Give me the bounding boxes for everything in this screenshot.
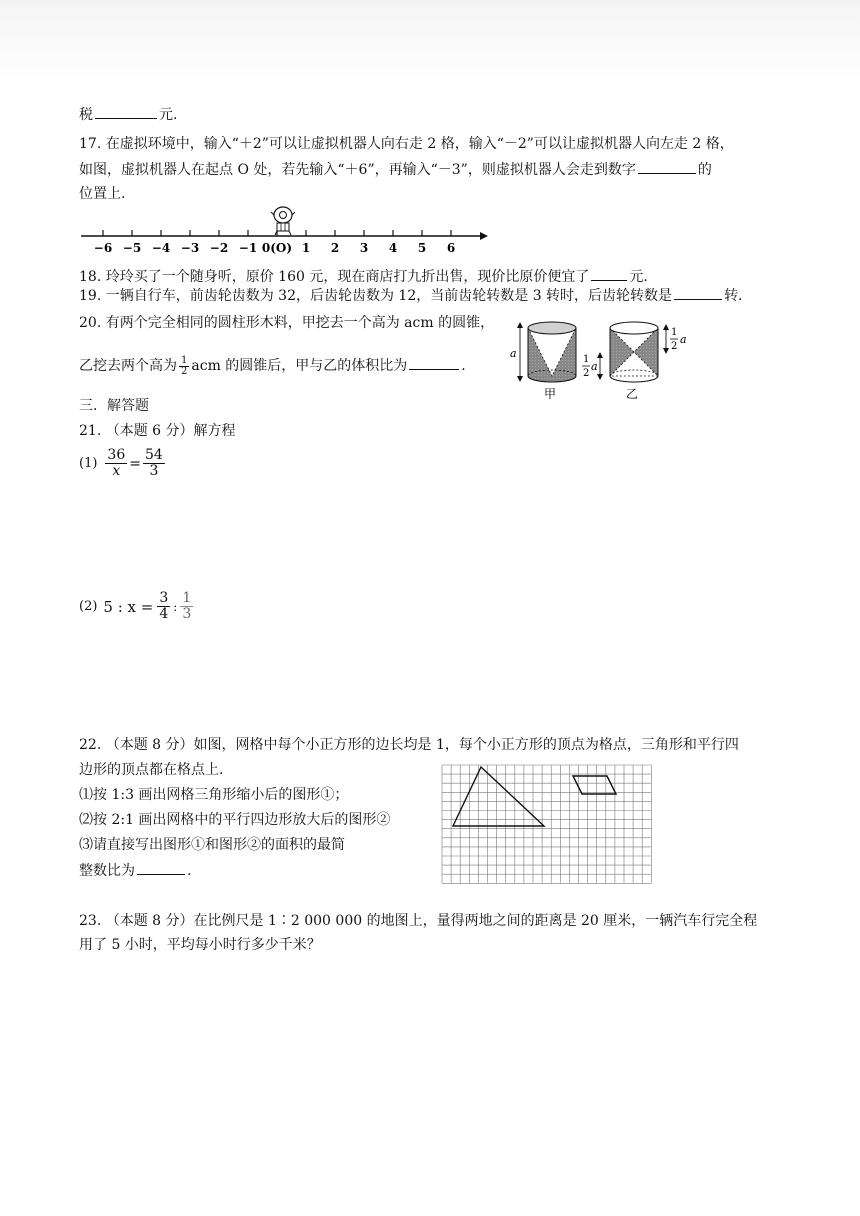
q21-p2-f2den: 3 — [182, 606, 192, 622]
section-3-title: 三．解答题 — [79, 398, 149, 414]
grid-parallelogram — [573, 776, 616, 794]
q17-line2-end: 的 — [697, 162, 712, 178]
q17-line3: 位置上. — [79, 186, 126, 202]
q21-part2 — [79, 591, 195, 622]
q22-line6 — [79, 860, 191, 881]
q20-line2 — [79, 354, 466, 378]
q17-line2 — [79, 159, 712, 180]
q18-text-after: 元. — [629, 269, 648, 285]
number-line-figure — [78, 206, 488, 258]
q21-p1-lnum: 36 — [107, 447, 126, 463]
q21-p1-rden: 3 — [149, 463, 159, 479]
grid-figure — [440, 762, 654, 888]
label-yi: 乙 — [626, 387, 639, 401]
q22-line3: ⑴按 1:3 画出网格三角形缩小后的图形①； — [79, 787, 349, 803]
q22-line1: 22. （本题 8 分）如图，网格中每个小正方形的边长均是 1，每个小正方形的顶点为格点，三角形和平行四 — [79, 737, 739, 753]
q20-text-a: 乙挖去两个高为 — [79, 358, 177, 374]
number-line-label: −1 — [238, 241, 258, 255]
number-line-label: −4 — [151, 241, 171, 255]
number-line-arrow-icon — [480, 232, 488, 240]
q17-line2-text: 如图，虚拟机器人在起点 O 处，若先输入“＋6”，再输入“－3”，则虚拟机器人会走到数字 — [79, 162, 636, 178]
q21-p2-left: 5 : x = — [103, 597, 154, 616]
q21-p1-right-fraction — [143, 448, 165, 479]
number-line-ticks — [94, 230, 455, 255]
number-line-label: 1 — [301, 241, 311, 255]
q21-p1-label: (1) — [79, 456, 98, 471]
q21-p1-equals: = — [129, 455, 141, 472]
q22-line5: ⑶请直接写出图形①和图形②的面积的最简 — [79, 837, 345, 853]
number-line-label: 0(O) — [261, 241, 293, 255]
q16-text-after: 元. — [159, 107, 178, 123]
q23-line1: 23. （本题 8 分）在比例尺是 1∶2 000 000 的地图上，量得两地之间的距离是 20 厘米，一辆汽车行完全程 — [79, 913, 758, 929]
q18-line — [79, 266, 648, 287]
label-a-top: a — [680, 333, 687, 346]
q21-p2-fraction2 — [180, 591, 193, 622]
q23-line2: 用了 5 小时，平均每小时行多少千米？ — [79, 937, 321, 953]
label-a-bottom: a — [591, 360, 598, 373]
q20-frac-den: 2 — [181, 365, 188, 377]
q20-fraction — [179, 356, 189, 377]
q22-blank — [137, 860, 185, 875]
q21-p1-left-fraction — [105, 448, 127, 479]
q21-p2-label: (2) — [79, 599, 98, 614]
label-jia: 甲 — [544, 387, 557, 401]
q21-p2-fraction1 — [157, 591, 170, 622]
cylinder-yi — [597, 322, 669, 382]
q21-title: 21. （本题 6 分）解方程 — [79, 423, 236, 439]
number-line-label: −5 — [122, 241, 142, 255]
q21-p2-f1den: 4 — [159, 606, 169, 622]
q20-frac-num: 1 — [181, 354, 188, 366]
number-line-label: −6 — [93, 241, 113, 255]
label-half-den-bottom: 2 — [583, 368, 590, 379]
q20-text-c: . — [461, 358, 466, 374]
q18-text: 18. 玲玲买了一个随身听，原价 160 元，现在商店打九折出售，现价比原价便宜了 — [79, 269, 590, 285]
q22-line4: ⑵按 2:1 画出网格中的平行四边形放大后的图形② — [79, 812, 391, 828]
q21-p2-f2num: 1 — [182, 590, 192, 606]
q16-blank — [95, 104, 157, 119]
number-line-label: −2 — [209, 241, 229, 255]
q21-p2-sep: : — [173, 599, 178, 614]
cylinder-jia — [517, 322, 576, 382]
q16-tail — [79, 104, 177, 125]
number-line-label: 2 — [330, 241, 340, 255]
q21-p1-rnum: 54 — [144, 447, 163, 463]
q21-p2-f1num: 3 — [159, 590, 169, 606]
q21-part1 — [79, 448, 167, 479]
q22-line6-text: 整数比为 — [79, 863, 135, 879]
q22-line2: 边形的顶点都在格点上. — [79, 762, 224, 778]
q19-line — [79, 285, 743, 306]
grid-triangle — [453, 767, 544, 826]
q20-text-b: acm 的圆锥后，甲与乙的体积比为 — [191, 358, 408, 374]
label-a-jia: a — [510, 347, 517, 360]
q20-blank — [409, 355, 459, 370]
label-half-num-bottom: 1 — [583, 354, 590, 365]
label-half-den-top: 2 — [671, 341, 678, 352]
q17-line1: 17. 在虚拟环境中，输入“＋2”可以让虚拟机器人向右走 2 格，输入“－2”可以让虚拟机器人向左走 2 格， — [79, 136, 734, 152]
q22-line6-end: . — [187, 863, 192, 879]
number-line-label: 5 — [417, 241, 427, 255]
q17-blank — [638, 159, 696, 174]
label-half-num-top: 1 — [671, 327, 678, 338]
q20-line1: 20. 有两个完全相同的圆柱形木料，甲挖去一个高为 acm 的圆锥， — [79, 315, 495, 331]
cylinders-figure — [508, 318, 698, 402]
number-line-label: 4 — [388, 241, 398, 255]
scan-shadow — [0, 0, 860, 80]
q19-text-after: 转. — [724, 288, 743, 304]
q19-blank — [674, 285, 722, 300]
q18-blank — [591, 266, 627, 281]
robot-icon — [271, 207, 295, 235]
q19-text: 19. 一辆自行车，前齿轮齿数为 32，后齿轮齿数为 12，当前齿轮转数是 3 转时，后齿轮转数是 — [79, 288, 673, 304]
q16-text: 税 — [79, 107, 93, 123]
number-line-label: −3 — [180, 241, 200, 255]
number-line-label: 3 — [359, 241, 369, 255]
number-line-label: 6 — [446, 241, 456, 255]
q21-p1-lden: x — [112, 463, 121, 479]
